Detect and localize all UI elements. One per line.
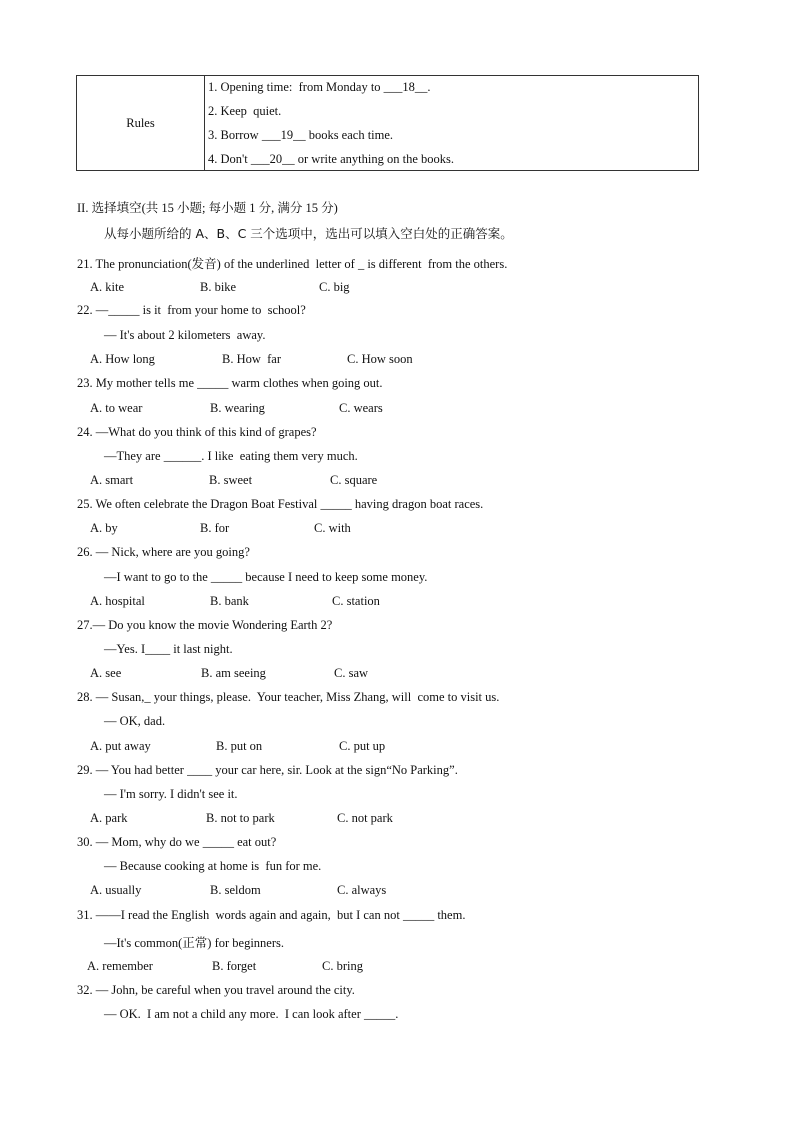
- option-b: B. not to park: [206, 811, 275, 825]
- option-a: A. smart: [90, 473, 134, 487]
- option-b: B. wearing: [210, 401, 265, 415]
- option-c: C. square: [330, 473, 378, 487]
- question-reply: — OK, dad.: [104, 714, 166, 728]
- option-b: B. put on: [216, 739, 263, 753]
- option-c: C. How soon: [347, 352, 413, 366]
- option-a: A. put away: [90, 739, 151, 753]
- option-a: A. see: [90, 666, 122, 680]
- option-a: A. by: [90, 521, 118, 535]
- option-c: C. bring: [322, 959, 363, 973]
- question-stem: 23. My mother tells me _____ warm clothes when going out.: [77, 376, 383, 390]
- rules-table: [76, 75, 699, 171]
- question-reply: —Yes. I____ it last night.: [104, 642, 233, 656]
- question-stem: 31. ——I read the English words again and again, but I can not _____ them.: [77, 908, 466, 922]
- option-c: C. big: [319, 280, 350, 294]
- option-a: A. How long: [90, 352, 155, 366]
- option-c: C. wears: [339, 401, 383, 415]
- question-stem: 25. We often celebrate the Dragon Boat Festival _____ having dragon boat races.: [77, 497, 484, 511]
- question-stem: 24. —What do you think of this kind of grapes?: [77, 425, 317, 439]
- question-reply: —It's common(正常) for beginners.: [104, 936, 284, 950]
- question-stem: 29. — You had better ____ your car here, sir. Look at the sign“No Parking”.: [77, 763, 458, 777]
- question-stem: 32. — John, be careful when you travel around the city.: [77, 983, 355, 997]
- question-stem: 26. — Nick, where are you going?: [77, 545, 250, 559]
- option-c: C. put up: [339, 739, 386, 753]
- rules-item: 2. Keep quiet.: [208, 104, 282, 118]
- question-reply: — I'm sorry. I didn't see it.: [104, 787, 238, 801]
- question-stem: 27.— Do you know the movie Wondering Earth 2?: [77, 618, 333, 632]
- rules-item: 4. Don't ___20__ or write anything on the books.: [208, 152, 454, 166]
- option-a: A. park: [90, 811, 128, 825]
- question-reply: —They are ______. I like eating them very much.: [104, 449, 358, 463]
- option-b: B. bike: [200, 280, 237, 294]
- question-stem: 21. The pronunciation(发音) of the underlined letter of _ is different from the others.: [77, 257, 508, 271]
- question-reply: — OK. I am not a child any more. I can look after _____.: [104, 1007, 399, 1021]
- rules-item: 3. Borrow ___19__ books each time.: [208, 128, 394, 142]
- section-title: II. 选择填空(共 15 小题; 每小题 1 分, 满分 15 分): [77, 201, 338, 215]
- option-c: C. with: [314, 521, 351, 535]
- option-a: A. to wear: [90, 401, 143, 415]
- option-c: C. not park: [337, 811, 393, 825]
- question-reply: — It's about 2 kilometers away.: [104, 328, 266, 342]
- question-reply: —I want to go to the _____ because I need to keep some money.: [104, 570, 428, 584]
- option-a: A. usually: [90, 883, 142, 897]
- option-b: B. seldom: [210, 883, 261, 897]
- option-a: A. remember: [87, 959, 153, 973]
- rules-list: [208, 76, 698, 172]
- option-b: B. How far: [222, 352, 282, 366]
- option-c: C. always: [337, 883, 387, 897]
- question-stem: 30. — Mom, why do we _____ eat out?: [77, 835, 277, 849]
- question-stem: 28. — Susan,_ your things, please. Your teacher, Miss Zhang, will come to visit us.: [77, 690, 500, 704]
- rules-item: 1. Opening time: from Monday to ___18__.: [208, 80, 431, 94]
- option-b: B. bank: [210, 594, 249, 608]
- option-b: B. am seeing: [201, 666, 266, 680]
- question-stem: 22. —_____ is it from your home to school?: [77, 303, 306, 317]
- option-a: A. kite: [90, 280, 125, 294]
- option-c: C. station: [332, 594, 380, 608]
- option-b: B. sweet: [209, 473, 253, 487]
- rules-header: Rules: [77, 76, 205, 170]
- question-reply: — Because cooking at home is fun for me.: [104, 859, 322, 873]
- option-b: B. for: [200, 521, 230, 535]
- section-instruction: 从每小题所给的 A、B、C 三个选项中，选出可以填入空白处的正确答案。: [104, 226, 513, 241]
- option-a: A. hospital: [90, 594, 145, 608]
- option-b: B. forget: [212, 959, 257, 973]
- option-c: C. saw: [334, 666, 369, 680]
